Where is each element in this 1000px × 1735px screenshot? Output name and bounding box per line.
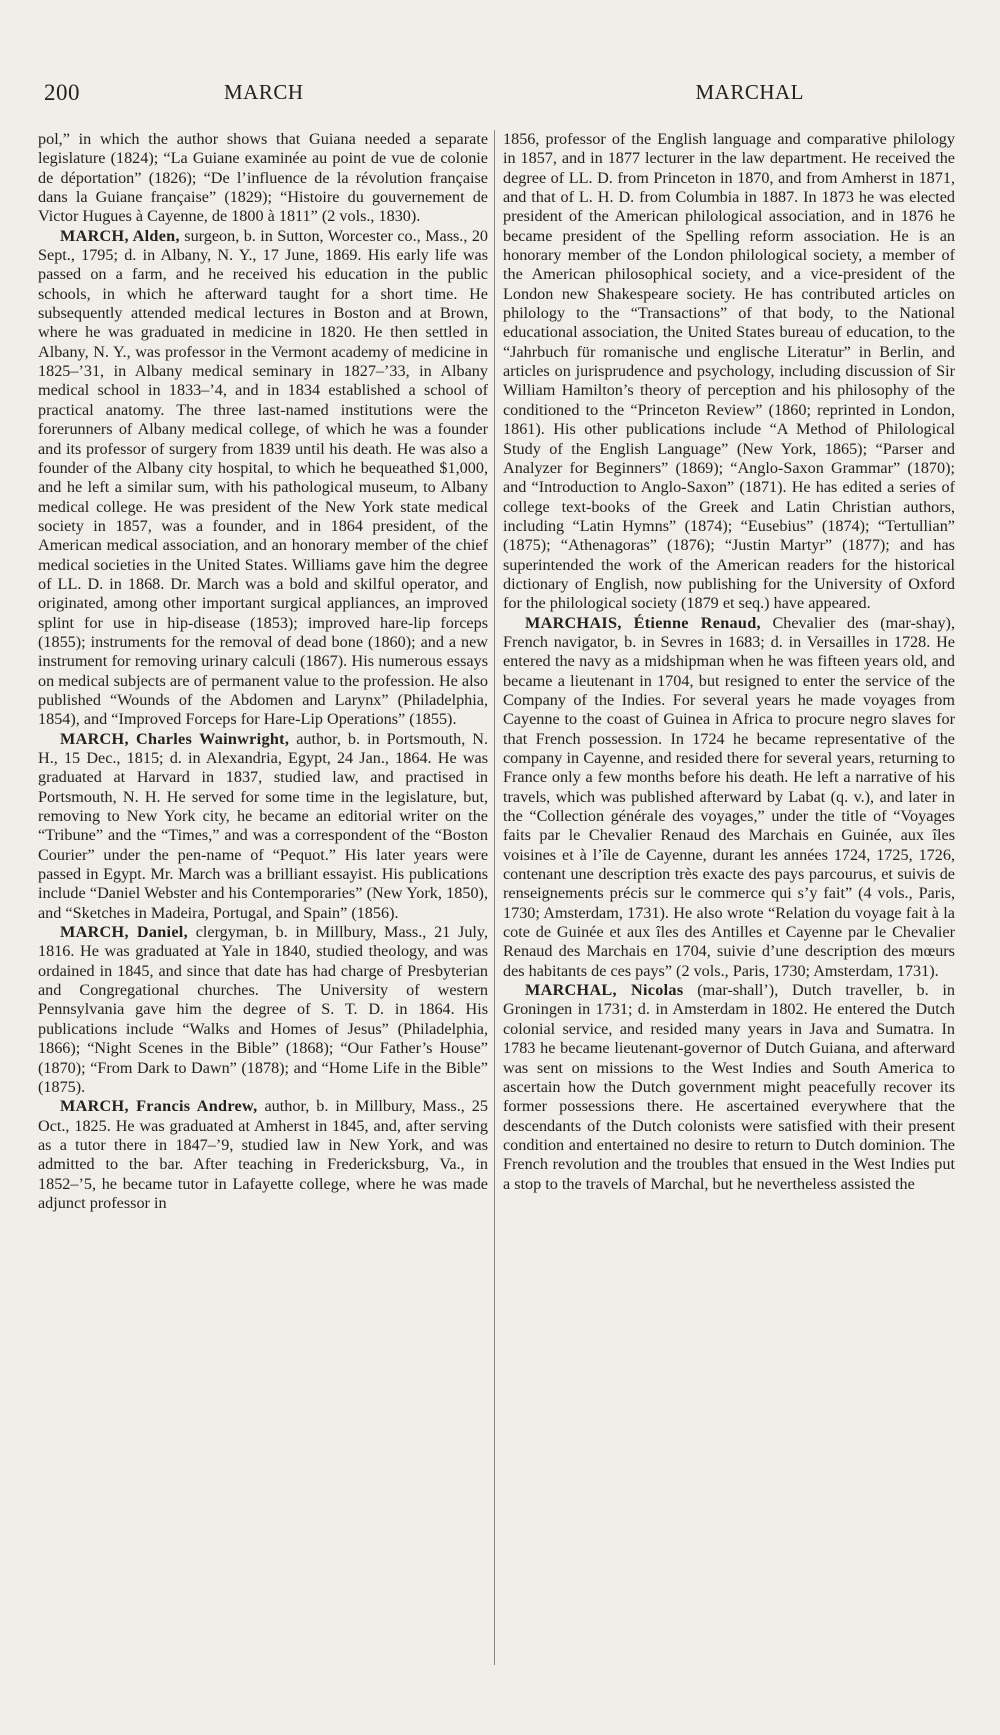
entry-text: clergyman, b. in Millbury, Mass., 21 July, 1816. He was graduated at Yale in 1840, studied theology, and was ordained in 1845, and since that date has had charge of Presbyterian and Congregational churches. The University of western Pennsylvania gave him the degree of S. T. D. in 1864. His publications include “Walks and Homes of Jesus” (Philadelphia, 1866); “Night Scenes in the Bible” (1868); “Our Father’s House” (1870); “From Dark to Dawn” (1878); and “Home Life in the Bible” (1875).: [38, 923, 488, 1096]
entry-text: author, b. in Millbury, Mass., 25 Oct., 1825. He was graduated at Amherst in 1845, and, after serving as a tutor there in 1847–’9, studied law in New York, and was admitted to the bar. After teaching in Fredericksburg, Va., in 1852–’5, he became tutor in Lafayette college, where he was made adjunct professor in: [38, 1097, 488, 1212]
right-column: [503, 130, 955, 1194]
entry-march-daniel: [38, 923, 488, 1097]
entry-text: surgeon, b. in Sutton, Worcester co., Mass., 20 Sept., 1795; d. in Albany, N. Y., 17 June, 1869. His early life was passed on a farm, and he received his education in the public schools, in which he afterward taught for a short time. He subsequently attended medical lectures in Boston and at Brown, where he was graduated in medicine in 1820. He then settled in Albany, N. Y., was professor in the Vermont academy of medicine in 1825–’31, in Albany medical seminary in 1827–’33, in Albany medical school in 1833–’4, and in 1834 established a school of practical anatomy. The three last-named institutions were the forerunners of Albany medical college, of which he was a founder and its professor of surgery from 1839 until his death. He was also a founder of the Albany city hospital, to which he bequeathed $1,000, and he left a similar sum, with his pathological museum, to Albany medical college. He was president of the New York state medical society in 1857, was a founder, and in 1864 president, of the American medical association, and an honorary member of the chief medical societies in the United States. Williams gave him the degree of LL. D. in 1868. Dr. March was a bold and skilful operator, and originated, among other important surgical appliances, an improved splint for use in hip-disease (1853); improved hare-lip forceps (1855); instruments for the removal of dead bone (1860); and a new instrument for removing urinary calculi (1867). His numerous essays on medical subjects are of permanent value to the profession. He also published “Wounds of the Abdomen and Larynx” (Philadelphia, 1854), and “Improved Forceps for Hare-Lip Operations” (1855).: [38, 226, 489, 729]
column-divider: [494, 130, 495, 1665]
entry-headword: MARCH, Daniel,: [60, 923, 188, 942]
right-running-head: MARCHAL: [695, 80, 804, 104]
entry-headword: MARCH, Francis Andrew,: [60, 1097, 258, 1116]
entry-march-francis-andrew: [38, 1097, 488, 1213]
entry-text: 1856, professor of the English language and comparative philology in 1857, and in 1877 lecturer in the law department. He received the degree of LL. D. from Princeton in 1870, and from Amherst in 1871, and that of L. H. D. from Columbia in 1887. In 1873 he was elected president of the American philological association, and in 1876 he became president of the Spelling reform association. He is an honorary member of the London philological society, a member of the American philosophical society, and a vice-president of the London new Shakespeare society. He has contributed articles on philology to the “Transactions” of that body, to the National educational association, the United States bureau of education, to the “Jahrbuch für romanische und englische Literatur” in Berlin, and articles on jurisprudence and psychology, including discussion of Sir William Hamilton’s theory of perception and his philosophy of the conditioned to the “Princeton Review” (1860; reprinted in London, 1861). His other publications include “A Method of Philological Study of the English Language” (New York, 1865); “Parser and Analyzer for Beginners” (1869); “Anglo-Saxon Grammar” (1870); and “Introduction to Anglo-Saxon” (1871). He has edited a series of college text-books of the Greek and Latin Christian authors, including “Latin Hymns” (1874); “Eusebius” (1874); “Tertullian” (1875); “Athenagoras” (1876); “Justin Martyr” (1877); and has superintended the work of the American readers for the historical dictionary of English, now publishing for the University of Oxford for the philological society (1879 et seq.) have appeared.: [503, 130, 955, 613]
entry-text: (mar-shall’), Dutch traveller, b. in Groningen in 1731; d. in Amsterdam in 1802. He entered the Dutch colonial service, and resided many years in Java and Sumatra. In 1783 he became lieutenant-governor of Dutch Guiana, and afterward was sent on missions to the West Indies and South America to ascertain how the Dutch government might peacefully recover its former possessions there. He ascertained everywhere that the descendants of the Dutch colonists were satisfied with their present condition and entertained no desire to return to Dutch dominion. The French revolution and the troubles that ensued in the West Indies put a stop to the travels of Marchal, but he nevertheless assisted the: [503, 981, 956, 1193]
entry-march-alden: [38, 227, 488, 730]
page-number: 200: [44, 80, 80, 105]
entry-marchais-etienne-renaud: [503, 614, 955, 982]
entry-headword: MARCHAL, Nicolas: [525, 981, 684, 1000]
entry-continuation: [38, 130, 488, 227]
running-head: [44, 80, 804, 110]
entry-marchal-nicolas: [503, 981, 955, 1194]
entry-text: Chevalier des (mar-shay), French navigator, b. in Sevres in 1683; d. in Versailles in 1728. He entered the navy as a midshipman when he was fifteen years old, and became a lieutenant in 1704, but resigned to enter the service of the Company of the Indies. For several years he made voyages from Cayenne to the coast of Guinea in Africa to procure negro slaves for that French possession. In 1724 he became representative of the company in Cayenne, and resided there for several years, returning to France only a few months before his death. He left a narrative of his travels, which was published afterward by Labat (q. v.), and later in the “Collection générale des voyages,” under the title of “Voyages faits par le Chevalier Renaud des Marchais en Guinée, aux îles voisines et à l’île de Cayenne, durant les années 1724, 1725, 1726, contenant une description très exacte des pays parcourus, et suivis de renseignements précis sur le commerce qui s’y fait” (4 vols., Paris, 1730; Amsterdam, 1731). He also wrote “Relation du voyage fait à la cote de Guinée et aux îles des Antilles et Cayenne par le Chevalier Renaud des Marchais en 1704, suivie d’une description des mœurs des habitants de ces pays” (2 vols., Paris, 1730; Amsterdam, 1731).: [503, 613, 955, 980]
left-column: [38, 130, 488, 1213]
entry-march-charles-wainwright: [38, 730, 488, 923]
entry-headword: MARCHAIS, Étienne Renaud,: [525, 613, 761, 632]
entry-text: author, b. in Portsmouth, N. H., 15 Dec., 1815; d. in Alexandria, Egypt, 24 Jan., 1864. He was graduated at Harvard in 1837, studied law, and practised in Portsmouth, N. H. He served for some time in the legislature, but, removing to New York city, he became an editorial writer on the “Tribune” and the “Times,” and was a correspondent of the “Boston Courier” under the pen-name of “Pequot.” His later years were passed in Egypt. Mr. March was a brilliant essayist. His publications include “Daniel Webster and his Contemporaries” (New York, 1850), and “Sketches in Madeira, Portugal, and Spain” (1856).: [38, 729, 489, 922]
left-running-head: MARCH: [224, 80, 304, 104]
entry-continuation: [503, 130, 955, 614]
entry-headword: MARCH, Charles Wainwright,: [60, 729, 290, 748]
entry-text: pol,” in which the author shows that Guiana needed a separate legislature (1824); “La Guiane examinée au point de vue de colonie de déportation” (1826); “De l’influence de la révolution française dans la Guiane française” (1829); “Histoire du gouvernement de Victor Hugues à Cayenne, de 1800 à 1811” (2 vols., 1830).: [38, 130, 488, 226]
entry-headword: MARCH, Alden,: [60, 226, 180, 245]
